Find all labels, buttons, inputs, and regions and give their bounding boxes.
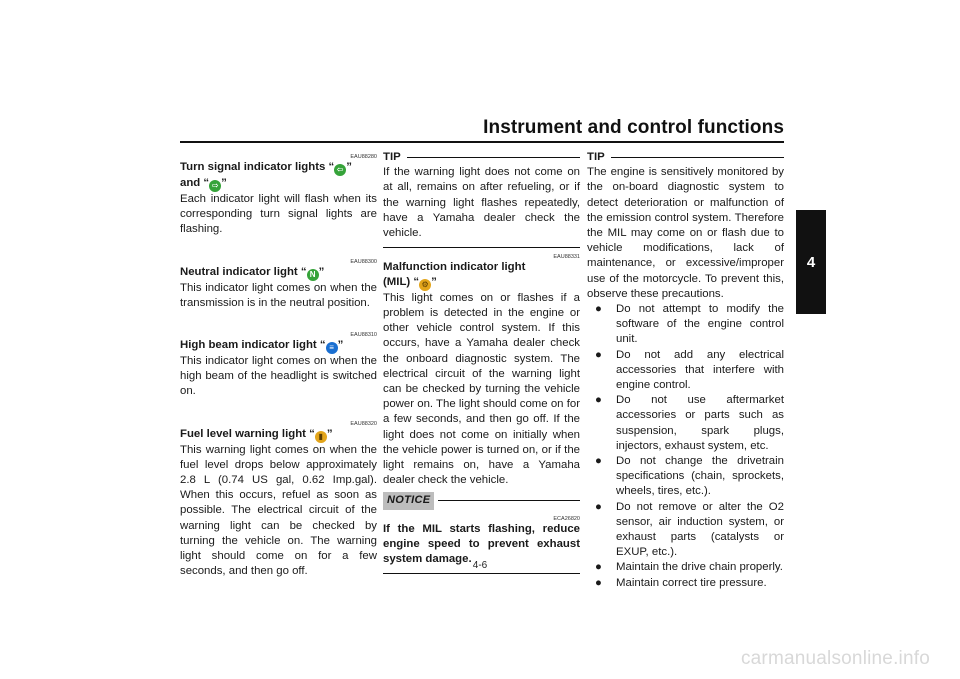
turn-signal-body: Each indicator light will flash when its corresponding turn signal lights are flashing. <box>180 193 377 236</box>
list-item: ● Maintain correct tire pressure. <box>595 576 784 591</box>
mil-body: This light comes on or flashes if a problem is detected in the engine or other vehicle control system. If this occurs, have a Yamaha dealer check the onboard diagnostic system. The electrical circuit of the warning light can be checked by turning the vehicle power on. The light should come on for a few seconds, and then go off. If the light does not come on initially when the vehicle power is turned on, or if the light remains on, have a Yamaha dealer check the vehicle. <box>383 291 580 487</box>
page-header-title: Instrument and control functions <box>483 117 784 138</box>
bullet-icon: ● <box>595 455 602 468</box>
section-code: EAU88280 <box>350 154 377 160</box>
list-item: ● Maintain the drive chain properly. <box>595 560 784 575</box>
bullet-icon: ● <box>595 348 602 361</box>
fuel-heading: Fuel level warning light “ ▮ ” <box>180 427 333 441</box>
section-code: EAU88331 <box>553 254 580 261</box>
column-middle <box>383 148 580 578</box>
column-left <box>180 148 377 579</box>
list-item: ● Do not use aftermarket accessories or parts such as suspension, spark plugs, injectors, exhaust system, etc. <box>595 394 784 452</box>
neutral-n-icon: N <box>307 269 319 281</box>
tip-header: TIP <box>587 150 784 165</box>
notice-code: ECA26820 <box>553 515 580 522</box>
high-beam-icon: ≡ <box>326 342 338 354</box>
page-number: 4-6 <box>472 560 488 571</box>
fuel-pump-icon: ▮ <box>315 431 327 443</box>
chapter-tab[interactable]: 4 <box>796 210 826 314</box>
bullet-icon: ● <box>595 561 602 574</box>
section-code: EAU88310 <box>350 332 377 339</box>
turn-signal-heading: Turn signal indicator lights “ ⇦ ” and “ ⇨ ” <box>180 161 352 190</box>
column-right <box>587 148 784 591</box>
notice-header <box>383 492 580 509</box>
tip-body: If the warning light does not come on at all, remains on after refueling, or if the warning light flashes repeatedly, have a Yamaha dealer check the vehicle. <box>383 166 580 240</box>
engine-check-icon: ⚙ <box>419 279 431 291</box>
list-item: ● Do not remove or alter the O2 sensor, air induction system, or exhaust parts (catalysts or EXUP, etc.). <box>595 500 784 559</box>
neutral-body: This indicator light comes on when the transmission is in the neutral position. <box>180 281 377 309</box>
notice-badge: NOTICE <box>383 492 434 509</box>
bullet-icon: ● <box>595 303 602 316</box>
header-rule <box>180 141 784 143</box>
bullet-icon: ● <box>595 394 602 407</box>
high-beam-heading: High beam indicator light “ ≡ ” <box>180 339 344 353</box>
tip-intro: The engine is sensitively monitored by the on-board diagnostic system to detect deterioration or malfunction of the emission control system. Therefore the MIL may come on or flash due to vehicle modifications, lack of maintenance, or excessive/improper use of the motorcycle. To prevent this, observe these precautions. <box>587 166 784 300</box>
section-code: EAU88300 <box>350 258 377 265</box>
list-item: ● Do not add any electrical accessories that interfere with engine control. <box>595 348 784 392</box>
notice-body: If the MIL starts flashing, reduce engine speed to prevent exhaust system damage. <box>383 522 580 565</box>
tip-header: TIP <box>383 150 580 165</box>
fuel-body: This warning light comes on when the fuel level drops below approximately 2.8 L (0.74 US gal, 0.62 Imp.gal). When this occurs, refuel as soon as possible. The electrical circuit of the warning light can be checked by turning the vehicle on. The warning light should come on for a few seconds, and then go off. <box>180 443 377 578</box>
tip-end-rule <box>383 247 580 248</box>
mil-heading: Malfunction indicator light (MIL) “ ⚙ ” <box>383 261 526 289</box>
bullet-icon: ● <box>595 576 602 589</box>
turn-right-arrow-icon: ⇨ <box>209 180 221 192</box>
watermark[interactable]: carmanualsonline.info <box>740 648 930 669</box>
turn-left-arrow-icon: ⇦ <box>334 164 346 176</box>
list-item: ● Do not change the drivetrain specifications (chain, sprockets, wheels, tires, etc.). <box>595 455 784 498</box>
neutral-heading: Neutral indicator light “ N ” <box>180 265 325 279</box>
list-item: ● Do not attempt to modify the software of the engine control unit. <box>595 303 784 346</box>
high-beam-body: This indicator light comes on when the high beam of the headlight is switched on. <box>180 355 377 398</box>
bullet-icon: ● <box>595 500 602 513</box>
precautions-list <box>587 302 784 591</box>
section-code: EAU88320 <box>350 420 377 427</box>
notice-end-rule <box>383 573 580 574</box>
